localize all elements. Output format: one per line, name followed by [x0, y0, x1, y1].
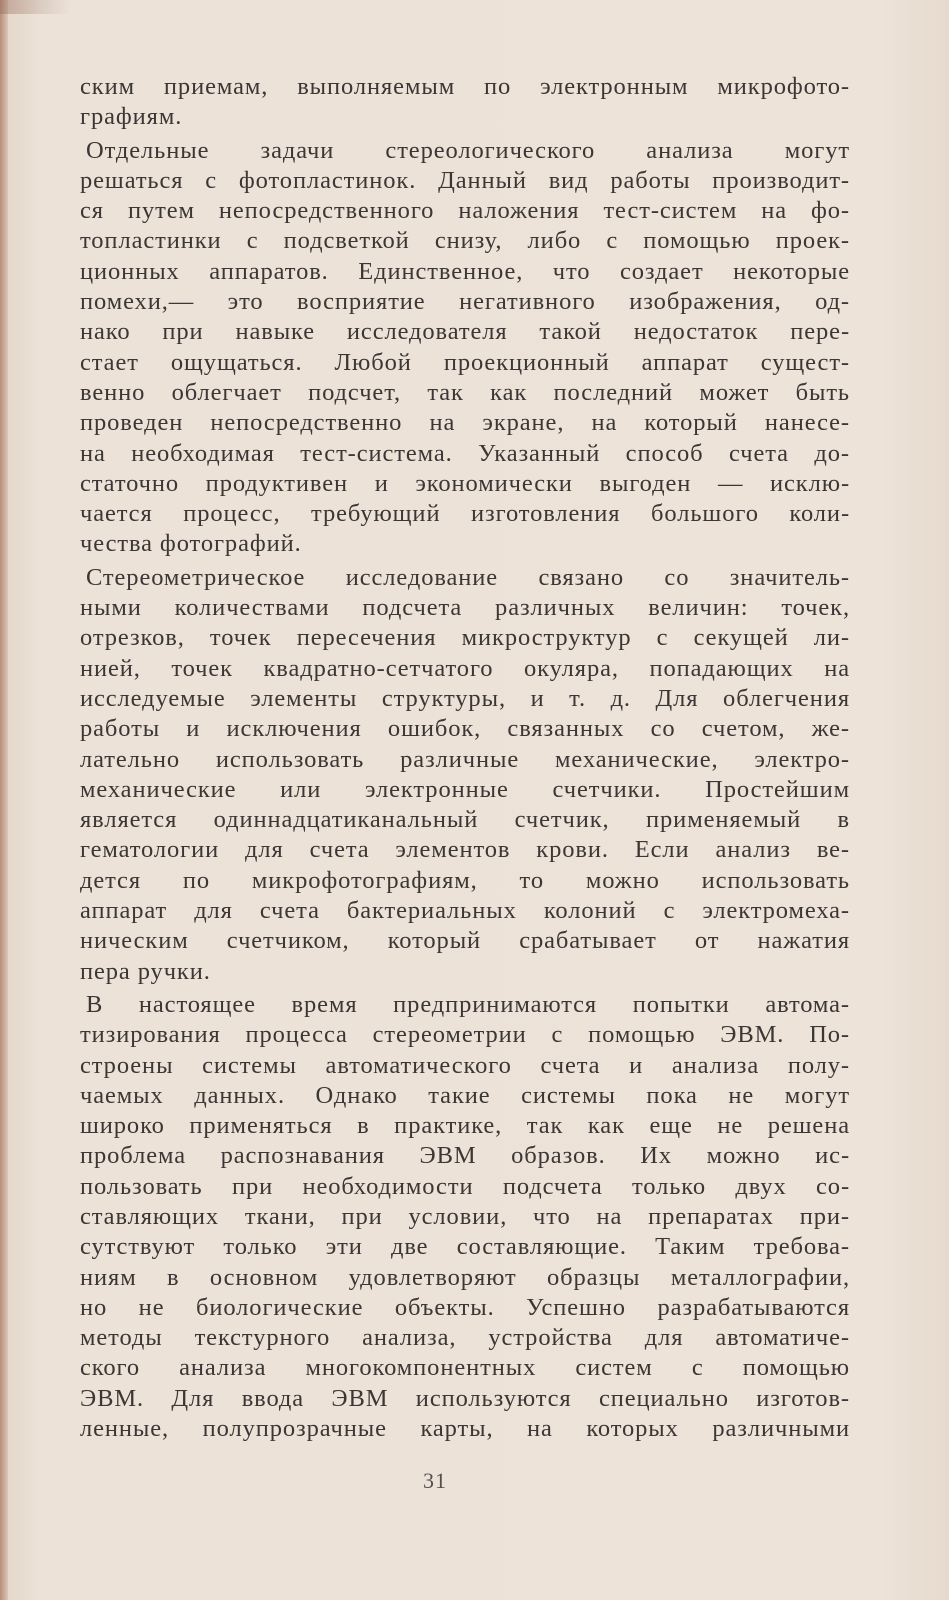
text-line: чества фотографий.	[80, 530, 302, 558]
text-line: проведен непосредственно на экране, на который нанесе-	[80, 409, 850, 437]
text-line: ническим счетчиком, который срабатывает от нажатия	[80, 927, 850, 955]
text-line: топластинки с подсветкой снизу, либо с помощью проек-	[80, 227, 850, 255]
text-line: пера ручки.	[80, 957, 211, 985]
text-line: ными количествами подсчета различных величин: точек,	[80, 594, 850, 622]
text-line: методы текстурного анализа, устройства для автоматиче-	[80, 1324, 850, 1352]
text-line: аппарат для счета бактериальных колоний с электромеха-	[80, 897, 850, 925]
page-text-block	[80, 72, 850, 1444]
text-line: графиям.	[80, 103, 183, 131]
page-number: 31	[423, 1468, 447, 1493]
text-line: ся путем непосредственного наложения тест-систем на фо-	[80, 197, 850, 225]
text-line: венно облегчает подсчет, так как последний может быть	[80, 378, 850, 406]
text-line: но не биологические объекты. Успешно разрабатываются	[80, 1293, 850, 1321]
text-line: чаемых данных. Однако такие системы пока не могут	[80, 1081, 850, 1109]
text-line: механические или электронные счетчики. Простейшим	[80, 775, 850, 803]
text-line: Стереометрическое исследование связано со значитель-	[86, 563, 850, 591]
text-line: отрезков, точек пересечения микроструктур с секущей ли-	[80, 624, 850, 652]
text-line: нако при навыке исследователя такой недостаток пере-	[80, 318, 850, 346]
text-line: сутствуют только эти две составляющие. Таким требова-	[80, 1233, 850, 1261]
text-line: ским приемам, выполняемым по электронным микрофото-	[80, 73, 850, 100]
text-line: проблема распознавания ЭВМ образов. Их можно ис-	[80, 1142, 850, 1170]
text-line: стает ощущаться. Любой проекционный аппарат сущест-	[80, 348, 850, 376]
text-line: строены системы автоматического счета и анализа полу-	[80, 1051, 850, 1079]
text-line: работы и исключения ошибок, связанных со счетом, же-	[80, 715, 850, 743]
text-line: ленные, полупрозрачные карты, на которых различными	[80, 1415, 850, 1443]
text-line: широко применяться в практике, так как еще не решена	[80, 1112, 850, 1140]
text-line: гематологии для счета элементов крови. Если анализ ве-	[80, 836, 850, 864]
text-line: тизирования процесса стереометрии с помощью ЭВМ. По-	[80, 1021, 850, 1049]
text-line: является одиннадцатиканальный счетчик, применяемый в	[80, 806, 850, 834]
text-line: ского анализа многокомпонентных систем с помощью	[80, 1354, 850, 1382]
text-line: чается процесс, требующий изготовления большого коли-	[80, 500, 850, 528]
text-line: ниям в основном удовлетворяют образцы металлографии,	[80, 1263, 850, 1291]
text-line: пользовать при необходимости подсчета только двух со-	[80, 1172, 850, 1200]
text-line: исследуемые элементы структуры, и т. д. Для облегчения	[80, 684, 850, 712]
text-line: статочно продуктивен и экономически выгоден — исклю-	[80, 469, 850, 497]
text-line: ставляющих ткани, при условии, что на препаратах при-	[80, 1202, 850, 1230]
text-line: Отдельные задачи стереологического анализа могут	[86, 136, 850, 164]
text-line: нией, точек квадратно-сетчатого окуляра, попадающих на	[80, 654, 850, 682]
text-line: ционных аппаратов. Единственное, что создает некоторые	[80, 257, 850, 285]
text-line: решаться с фотопластинок. Данный вид работы производит-	[80, 166, 850, 194]
text-line: дется по микрофотографиям, то можно использовать	[80, 866, 850, 894]
page-binding-edge	[0, 0, 8, 1600]
text-line: ЭВМ. Для ввода ЭВМ используются специально изготов-	[80, 1384, 850, 1412]
text-line: В настоящее время предпринимаются попытки автома-	[86, 990, 850, 1018]
page-corner-shadow	[0, 0, 70, 14]
text-line: лательно использовать различные механические, электро-	[80, 745, 850, 773]
text-line: на необходимая тест-система. Указанный способ счета до-	[80, 439, 850, 467]
text-line: помехи,— это восприятие негативного изображения, од-	[80, 288, 850, 316]
